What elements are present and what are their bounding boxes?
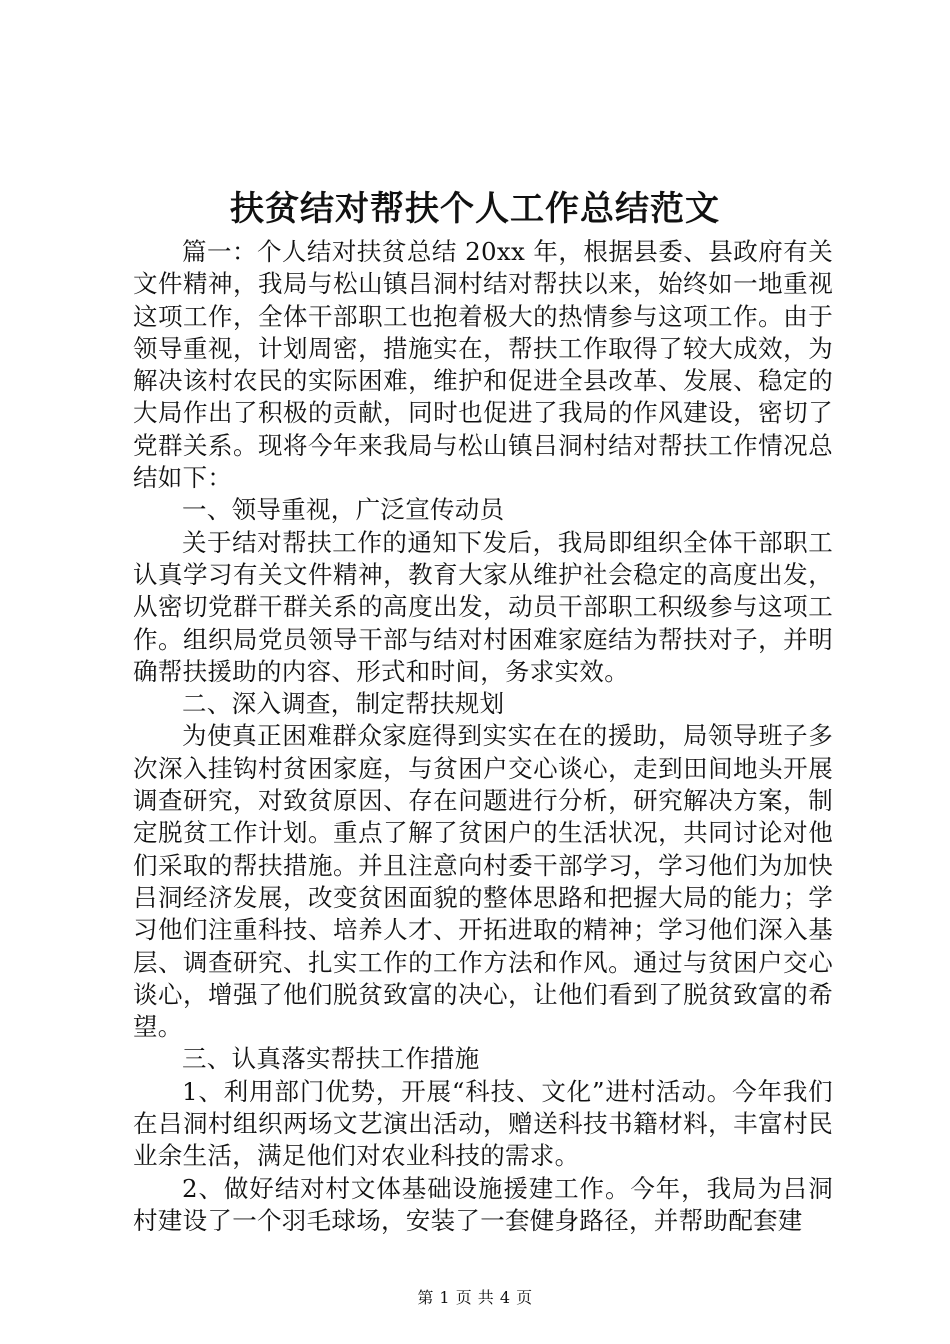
document-body — [133, 236, 833, 1237]
document-title: 扶贫结对帮扶个人工作总结范文 — [230, 189, 720, 229]
paragraph-measure-2: 2、做好结对村文体基础设施援建工作。今年，我局为吕洞村建设了一个羽毛球场，安装了一套健身路径，并帮助配套建 — [133, 1173, 833, 1235]
paragraph-measure-1: 1、利用部门优势，开展“科技、文化”进村活动。今年我们在吕洞村组织两场文艺演出活动，赠送科技书籍材料，丰富村民业余生活，满足他们对农业科技的需求。 — [133, 1076, 833, 1171]
paragraph-intro: 篇一：个人结对扶贫总结 20xx 年，根据县委、县政府有关文件精神，我局与松山镇吕洞村结对帮扶以来，始终如一地重视这项工作，全体干部职工也抱着极大的热情参与这项工作。由于领导重视，计划周密，措施实在，帮扶工作取得了较大成效，为解决该村农民的实际困难，维护和促进全县改革、发展、稳定的大局作出了积极的贡献，同时也促进了我局的作风建设，密切了党群关系。现将今年来我局与松山镇吕洞村结对帮扶工作情况总结如下： — [133, 237, 833, 493]
page-number-footer: 第 1 页 共 4 页 — [417, 1288, 533, 1307]
section-heading-1: 一、领导重视，广泛宣传动员 — [182, 495, 505, 525]
paragraph-section-1: 关于结对帮扶工作的通知下发后，我局即组织全体干部职工认真学习有关文件精神，教育大家从维护社会稳定的高度出发，从密切党群干群关系的高度出发，动员干部职工积级参与这项工作。组织局党员领导干部与结对村困难家庭结为帮扶对子，并明确帮扶援助的内容、形式和时间，务求实效。 — [133, 527, 833, 686]
section-heading-3: 三、认真落实帮扶工作措施 — [182, 1044, 480, 1074]
section-heading-2: 二、深入调查，制定帮扶规划 — [182, 689, 505, 719]
paragraph-section-2: 为使真正困难群众家庭得到实实在在的援助，局领导班子多次深入挂钩村贫困家庭，与贫困户交心谈心，走到田间地头开展调查研究，对致贫原因、存在问题进行分析，研究解决方案，制定脱贫工作计划。重点了解了贫困户的生活状况，共同讨论对他们采取的帮扶措施。并且注意向村委干部学习，学习他们为加快吕洞经济发展，改变贫困面貌的整体思路和把握大局的能力；学习他们注重科技、培养人才、开拓进取的精神；学习他们深入基层、调查研究、扎实工作的工作方法和作风。通过与贫困户交心谈心，增强了他们脱贫致富的决心，让他们看到了脱贫致富的希望。 — [133, 721, 833, 1042]
